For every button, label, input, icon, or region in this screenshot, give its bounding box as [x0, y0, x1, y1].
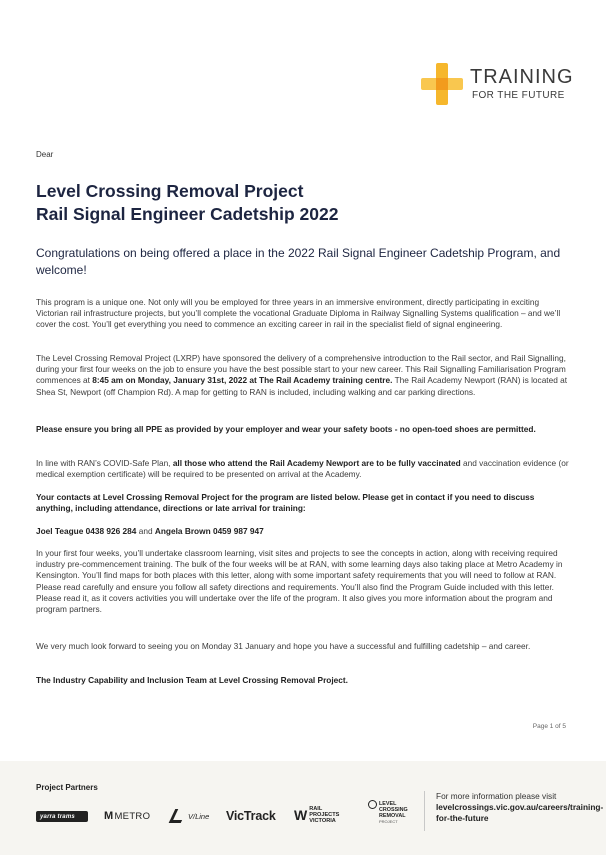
contact-joel-teague: Joel Teague 0438 926 284 — [36, 526, 137, 536]
more-info-link[interactable]: levelcrossings.vic.gov.au/careers/training-for-the-future — [436, 802, 604, 823]
paragraph-contacts — [36, 526, 572, 537]
victrack-logo: VicTrack — [226, 809, 276, 823]
rpv-w-mark: W — [294, 807, 308, 823]
letter-title-line-1: Level Crossing Removal Project — [36, 181, 304, 201]
training-for-the-future-logo — [421, 62, 574, 106]
metro-wordmark: METRO — [114, 810, 151, 822]
intro-paragraph: Congratulations on being offered a place in the 2022 Rail Signal Engineer Cadetship Program, and welcome! — [36, 246, 561, 277]
rpv-word-1: RAIL — [309, 806, 323, 812]
paragraph-signoff — [36, 675, 572, 686]
signoff-text: The Industry Capability and Inclusion Team at Level Crossing Removal Project. — [36, 675, 348, 685]
yarra-trams-logo: yarra trams — [36, 811, 88, 822]
letter-title-line-2: Rail Signal Engineer Cadetship 2022 — [36, 204, 339, 224]
lxrp-word-3: REMOVAL — [379, 813, 406, 819]
rail-projects-victoria-logo — [294, 803, 339, 827]
paragraph-covid-safe — [36, 458, 572, 480]
lxrp-ring-icon — [368, 800, 377, 809]
logo-title: TRAINING — [470, 66, 574, 88]
more-info-text: For more information please visit — [436, 791, 557, 801]
paragraph-ppe-notice — [36, 424, 572, 435]
lxrp-word-1: LEVEL — [379, 801, 397, 807]
page-number: Page 1 of 5 — [532, 723, 566, 730]
p2-start-details: 8:45 am on Monday, January 31st, 2022 at The Rail Academy training centre. — [92, 375, 393, 386]
vline-swoosh-icon — [169, 809, 188, 823]
lxrp-word-4: PROJECT — [379, 819, 398, 824]
metro-logo — [104, 809, 150, 823]
paragraph-program-overview: This program is a unique one. Not only will you be employed for three years in an immersive environment, directly participating in exciting Victorian rail infrastructure projects, but you’ll complete the vocational Graduate Diploma in Railway Signalling Systems qualification – and we’ll cover the cost. You’ll get everything you need to commence an exciting career in rail in the specialist field of signal engineering. — [36, 297, 561, 330]
partners-label: Project Partners — [36, 783, 98, 792]
footer — [0, 761, 606, 855]
metro-m-mark: M — [104, 810, 114, 822]
p4-text-a: In line with RAN’s COVID-Safe Plan, — [36, 458, 173, 468]
plus-cross-icon — [421, 63, 463, 105]
logo-subtitle: FOR THE FUTURE — [472, 90, 565, 101]
rpv-word-2: PROJECTS — [309, 812, 340, 818]
paragraph-first-four-weeks: In your first four weeks, you’ll undertake classroom learning, visit sites and projects to see the concepts in action, along with receiving required industry pre-commencement training. The bulk of the four weeks will be at RAN, with some learning days also taking place at Metro Academy in Kensington. You’ll find maps for both places with this letter, along with some important safety requirements that you will need to follow at RAN. Please read carefully and ensure you follow all safety directions and requirements. You’ll also find the Program Guide included with this letter. Please read it, as it covers activities you will undertake over the life of the program. It also gives you more information about the program and program partners. — [36, 548, 563, 615]
paragraph-contacts-intro — [36, 492, 572, 514]
rpv-word-3: VICTORIA — [309, 818, 336, 824]
contact-angela-brown: Angela Brown 0459 987 947 — [154, 526, 264, 536]
ppe-notice-text: Please ensure you bring all PPE as provided by your employer and wear your safety boots - no open-toed shoes are permitted. — [36, 424, 536, 434]
p4-text-c: and vaccination evidence (or medical exemption certificate) will be required to be presented on arrival at the Academy. — [36, 458, 569, 480]
letter-title — [36, 180, 576, 226]
footer-divider — [424, 791, 425, 831]
salutation: Dear — [36, 150, 54, 159]
vline-wordmark: V/Line — [188, 811, 210, 821]
vline-logo — [172, 809, 209, 823]
p2-text-a: The Level Crossing Removal Project (LXRP) have sponsored the delivery of a comprehensive introduction to the Rail sector, and Rail Signalling, during your first four weeks on the job to ensure you have the best possible start to your new career. This Rail Signalling Familiarisation Program commences at — [36, 353, 566, 386]
more-info — [436, 791, 604, 824]
paragraph-familiarisation-program — [36, 353, 572, 398]
contacts-intro-text: Your contacts at Level Crossing Removal Project for the program are listed below. Please get in contact if you need to discuss anything, including attendance, directions or late arrival for training: — [36, 492, 535, 514]
p2-text-c: The Rail Academy Newport (RAN) is located at Shea St, Newport (off Champion Rd). A map for getting to RAN is included, including walking and car parking directions. — [36, 375, 568, 397]
lxrp-word-2: CROSSING — [379, 807, 408, 813]
p4-vaccination-requirement: all those who attend the Rail Academy Newport are to be fully vaccinated — [172, 458, 461, 468]
contact-separator: and — [136, 526, 155, 536]
level-crossing-removal-project-logo — [368, 799, 408, 827]
paragraph-closing: We very much look forward to seeing you on Monday 31 January and hope you have a successful and fulfilling cadetship – and career. — [36, 641, 531, 651]
